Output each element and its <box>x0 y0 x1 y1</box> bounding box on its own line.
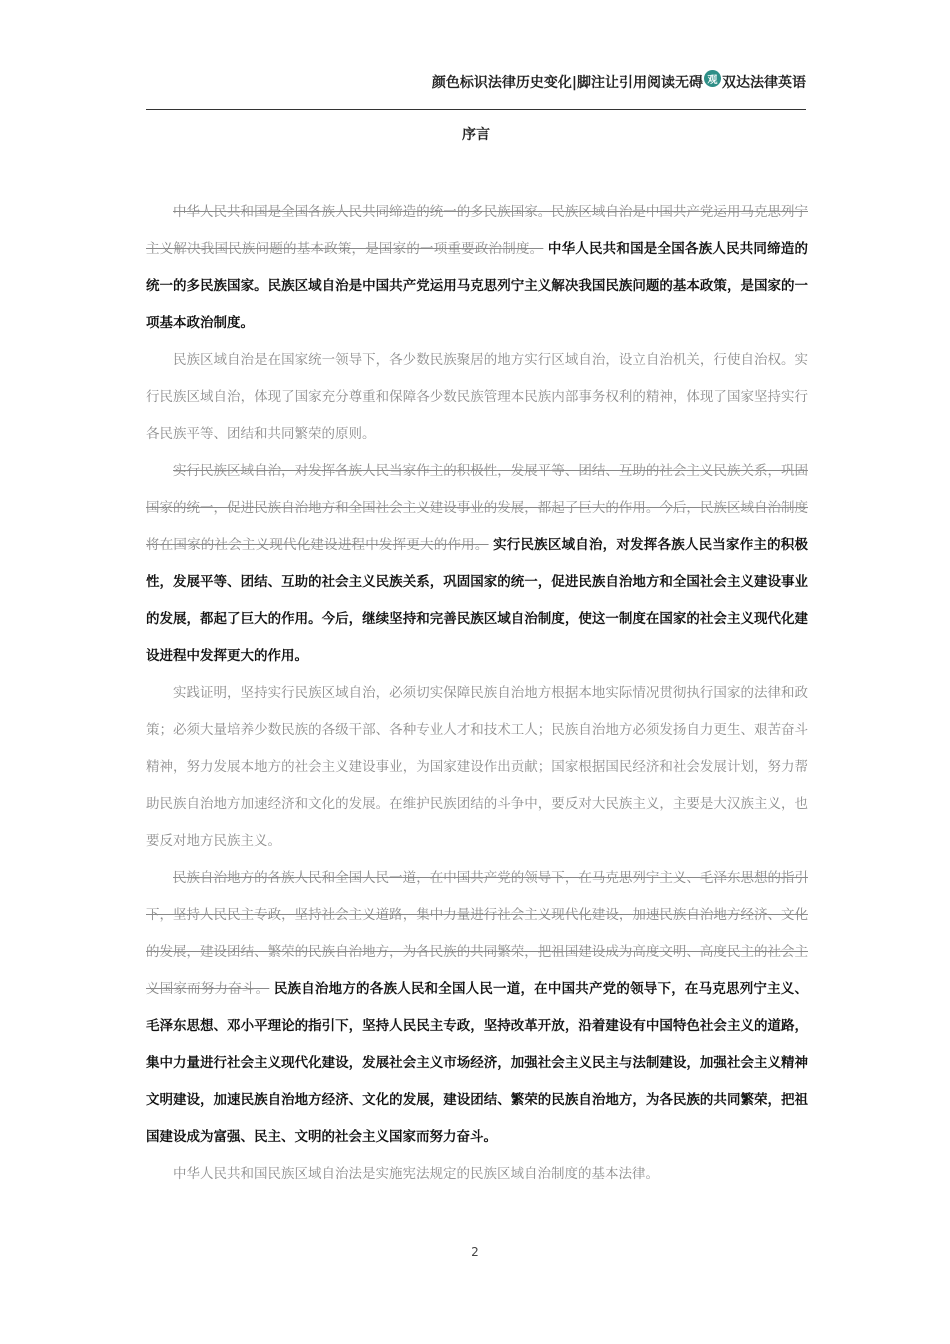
paragraph-6 <box>146 1156 808 1193</box>
document-body <box>146 194 808 1193</box>
deleted-text: 民族自治地方的各族人民和全国人民一道，在中国共产党的领导下，在马克思列宁主义、毛泽东思想的指引下，坚持人民民主专政，坚持社会主义道路，集中力量进行社会主义现代化建设，加速民族自治地方经济、文化的发展，建设团结、繁荣的民族自治地方，为各民族的共同繁荣，把祖国建设成为高度文明、高度民主的社会主义国家而努力奋斗。 <box>146 870 808 997</box>
unchanged-text: 中华人民共和国民族区域自治法是实施宪法规定的民族区域自治制度的基本法律。 <box>173 1166 659 1182</box>
brand-logo-icon: 观 <box>704 70 721 87</box>
unchanged-text: 民族区域自治是在国家统一领导下，各少数民族聚居的地方实行区域自治，设立自治机关，行使自治权。实行民族区域自治，体现了国家充分尊重和保障各少数民族管理本民族内部事务权利的精神，体现了国家坚持实行各民族平等、团结和共同繁荣的原则。 <box>146 352 808 442</box>
brand-name: 双达法律英语 <box>722 75 806 91</box>
unchanged-text: 实践证明，坚持实行民族区域自治，必须切实保障民族自治地方根据本地实际情况贯彻执行国家的法律和政策；必须大量培养少数民族的各级干部、各种专业人才和技术工人；民族自治地方必须发扬自力更生、艰苦奋斗精神，努力发展本地方的社会主义建设事业，为国家建设作出贡献；国家根据国民经济和社会发展计划，努力帮助民族自治地方加速经济和文化的发展。在维护民族团结的斗争中，要反对大民族主义，主要是大汉族主义，也要反对地方民族主义。 <box>146 685 808 849</box>
header-tagline-text: 颜色标识法律历史变化|脚注让引用阅读无碍 <box>431 75 703 91</box>
current-text: 中华人民共和国是全国各族人民共同缔造的统一的多民族国家。民族区域自治是中国共产党运用马克思列宁主义解决我国民族问题的基本政策，是国家的一项基本政治制度。 <box>146 241 809 331</box>
paragraph-1 <box>146 194 808 342</box>
paragraph-5 <box>146 860 808 1156</box>
header-divider <box>146 109 806 110</box>
paragraph-2 <box>146 342 808 453</box>
current-text: 民族自治地方的各族人民和全国人民一道，在中国共产党的领导下，在马克思列宁主义、毛泽东思想、邓小平理论的指引下，坚持人民民主专政，坚持改革开放，沿着建设有中国特色社会主义的道路，集中力量进行社会主义现代化建设，发展社会主义市场经济，加强社会主义民主与法制建设，加强社会主义精神文明建设，加速民族自治地方经济、文化的发展，建设团结、繁荣的民族自治地方，为各民族的共同繁荣，把祖国建设成为富强、民主、文明的社会主义国家而努力奋斗。 <box>146 981 809 1145</box>
paragraph-4 <box>146 675 808 860</box>
page-header <box>146 62 806 106</box>
header-tagline <box>432 72 806 92</box>
document-title: 序言 <box>462 127 490 143</box>
paragraph-3 <box>146 453 808 675</box>
current-text: 实行民族区域自治，对发挥各族人民当家作主的积极性，发展平等、团结、互助的社会主义民族关系，巩固国家的统一，促进民族自治地方和全国社会主义建设事业的发展，都起了巨大的作用。今后，继续坚持和完善民族区域自治制度，使这一制度在国家的社会主义现代化建设进程中发挥更大的作用。 <box>146 537 809 664</box>
deleted-text: 中华人民共和国是全国各族人民共同缔造的统一的多民族国家。民族区域自治是中国共产党运用马克思列宁主义解决我国民族问题的基本政策，是国家的一项重要政治制度。 <box>146 204 808 257</box>
deleted-text: 实行民族区域自治，对发挥各族人民当家作主的积极性，发展平等、团结、互助的社会主义民族关系，巩固国家的统一，促进民族自治地方和全国社会主义建设事业的发展，都起了巨大的作用。今后，民族区域自治制度将在国家的社会主义现代化建设进程中发挥更大的作用。 <box>146 463 808 553</box>
page-number: 2 <box>471 1245 479 1259</box>
